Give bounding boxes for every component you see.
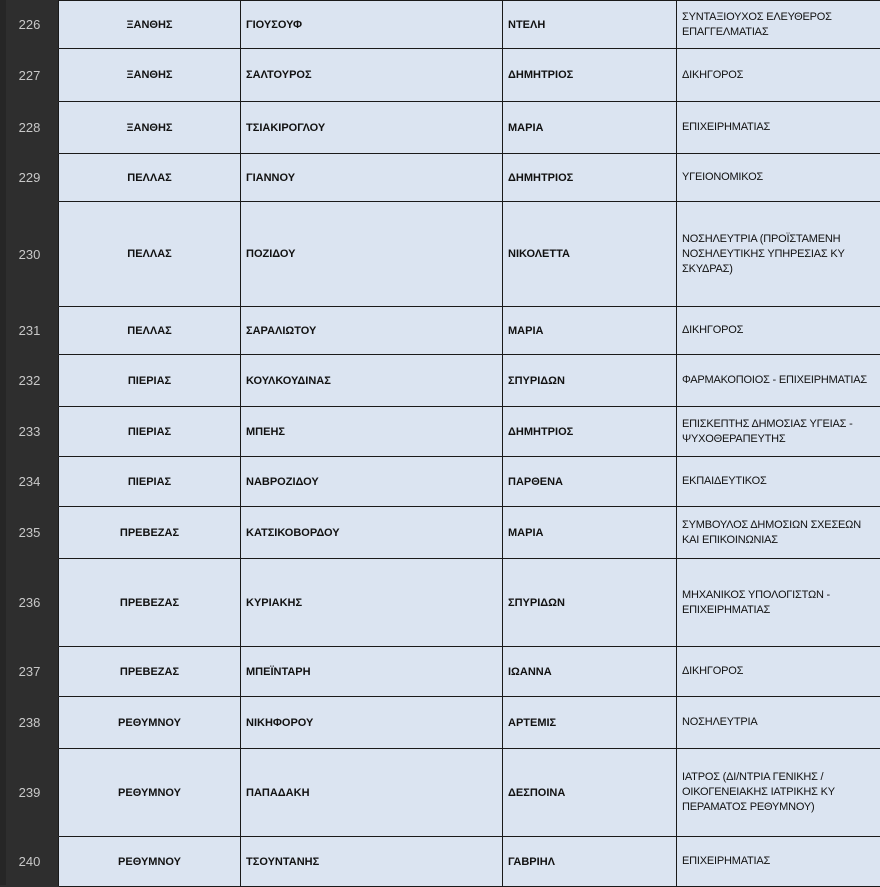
prefecture-cell[interactable]: ΡΕΘΥΜΝΟΥ	[59, 837, 241, 887]
first-name-cell[interactable]: ΙΩΑΝΝΑ	[503, 647, 677, 697]
table-row	[1, 507, 880, 559]
prefecture-cell[interactable]: ΠΕΛΛΑΣ	[59, 202, 241, 307]
occupation-cell[interactable]: ΔΙΚΗΓΟΡΟΣ	[677, 647, 880, 697]
prefecture-cell[interactable]: ΠΙΕΡΙΑΣ	[59, 457, 241, 507]
table-row	[1, 49, 880, 102]
first-name-cell[interactable]: ΔΗΜΗΤΡΙΟΣ	[503, 154, 677, 202]
last-name-cell[interactable]: ΚΟΥΛΚΟΥΔΙΝΑΣ	[241, 355, 503, 407]
row-number[interactable]: 232	[1, 355, 59, 407]
prefecture-cell[interactable]: ΠΡΕΒΕΖΑΣ	[59, 507, 241, 559]
last-name-cell[interactable]: ΣΑΛΤΟΥΡΟΣ	[241, 49, 503, 102]
prefecture-cell[interactable]: ΠΕΛΛΑΣ	[59, 307, 241, 355]
first-name-cell[interactable]: ΑΡΤΕΜΙΣ	[503, 697, 677, 749]
prefecture-cell[interactable]: ΠΡΕΒΕΖΑΣ	[59, 559, 241, 647]
first-name-cell[interactable]: ΓΑΒΡΙΗΛ	[503, 837, 677, 887]
last-name-cell[interactable]: ΣΑΡΑΛΙΩΤΟΥ	[241, 307, 503, 355]
last-name-cell[interactable]: ΜΠΕΪΝΤΑΡΗ	[241, 647, 503, 697]
row-number[interactable]: 228	[1, 102, 59, 154]
table-row	[1, 154, 880, 202]
prefecture-cell[interactable]: ΡΕΘΥΜΝΟΥ	[59, 749, 241, 837]
first-name-cell[interactable]: ΔΕΣΠΟΙΝΑ	[503, 749, 677, 837]
occupation-cell[interactable]: ΥΓΕΙΟΝΟΜΙΚΟΣ	[677, 154, 880, 202]
first-name-cell[interactable]: ΣΠΥΡΙΔΩΝ	[503, 355, 677, 407]
sheet-left-edge	[0, 0, 6, 885]
table-row	[1, 1, 880, 49]
table-row	[1, 307, 880, 355]
occupation-cell[interactable]: ΦΑΡΜΑΚΟΠΟΙΟΣ - ΕΠΙΧΕΙΡΗΜΑΤΙΑΣ	[677, 355, 880, 407]
last-name-cell[interactable]: ΤΣΟΥΝΤΑΝΗΣ	[241, 837, 503, 887]
prefecture-cell[interactable]: ΞΑΝΘΗΣ	[59, 102, 241, 154]
row-number[interactable]: 240	[1, 837, 59, 887]
table-row	[1, 647, 880, 697]
last-name-cell[interactable]: ΚΑΤΣΙΚΟΒΟΡΔΟΥ	[241, 507, 503, 559]
table-row	[1, 407, 880, 457]
row-number[interactable]: 226	[1, 1, 59, 49]
first-name-cell[interactable]: ΔΗΜΗΤΡΙΟΣ	[503, 407, 677, 457]
table-row	[1, 355, 880, 407]
first-name-cell[interactable]: ΣΠΥΡΙΔΩΝ	[503, 559, 677, 647]
last-name-cell[interactable]: ΝΙΚΗΦΟΡΟΥ	[241, 697, 503, 749]
last-name-cell[interactable]: ΠΟΖΙΔΟΥ	[241, 202, 503, 307]
row-number[interactable]: 229	[1, 154, 59, 202]
prefecture-cell[interactable]: ΠΡΕΒΕΖΑΣ	[59, 647, 241, 697]
last-name-cell[interactable]: ΓΙΑΝΝΟΥ	[241, 154, 503, 202]
occupation-cell[interactable]: ΣΥΝΤΑΞΙΟΥΧΟΣ ΕΛΕΥΘΕΡΟΣ ΕΠΑΓΓΕΛΜΑΤΙΑΣ	[677, 1, 880, 49]
table-row	[1, 697, 880, 749]
table-row	[1, 837, 880, 887]
last-name-cell[interactable]: ΠΑΠΑΔΑΚΗ	[241, 749, 503, 837]
occupation-cell[interactable]: ΝΟΣΗΛΕΥΤΡΙΑ (ΠΡΟΪΣΤΑΜΕΝΗ ΝΟΣΗΛΕΥΤΙΚΗΣ ΥΠΗΡΕΣΙΑΣ ΚΥ ΣΚΥΔΡΑΣ)	[677, 202, 880, 307]
first-name-cell[interactable]: ΔΗΜΗΤΡΙΟΣ	[503, 49, 677, 102]
last-name-cell[interactable]: ΚΥΡΙΑΚΗΣ	[241, 559, 503, 647]
occupation-cell[interactable]: ΜΗΧΑΝΙΚΟΣ ΥΠΟΛΟΓΙΣΤΩΝ - ΕΠΙΧΕΙΡΗΜΑΤΙΑΣ	[677, 559, 880, 647]
row-number[interactable]: 237	[1, 647, 59, 697]
prefecture-cell[interactable]: ΞΑΝΘΗΣ	[59, 1, 241, 49]
occupation-cell[interactable]: ΔΙΚΗΓΟΡΟΣ	[677, 49, 880, 102]
occupation-cell[interactable]: ΝΟΣΗΛΕΥΤΡΙΑ	[677, 697, 880, 749]
prefecture-cell[interactable]: ΡΕΘΥΜΝΟΥ	[59, 697, 241, 749]
occupation-cell[interactable]: ΙΑΤΡΟΣ (ΔΙ/ΝΤΡΙΑ ΓΕΝΙΚΗΣ / ΟΙΚΟΓΕΝΕΙΑΚΗΣ ΙΑΤΡΙΚΗΣ ΚΥ ΠΕΡΑΜΑΤΟΣ ΡΕΘΥΜΝΟΥ)	[677, 749, 880, 837]
first-name-cell[interactable]: ΝΙΚΟΛΕΤΤΑ	[503, 202, 677, 307]
table-row	[1, 749, 880, 837]
row-number[interactable]: 233	[1, 407, 59, 457]
table-body	[1, 1, 880, 887]
first-name-cell[interactable]: ΠΑΡΘΕΝΑ	[503, 457, 677, 507]
row-number[interactable]: 227	[1, 49, 59, 102]
occupation-cell[interactable]: ΕΠΙΣΚΕΠΤΗΣ ΔΗΜΟΣΙΑΣ ΥΓΕΙΑΣ - ΨΥΧΟΘΕΡΑΠΕΥΤΗΣ	[677, 407, 880, 457]
first-name-cell[interactable]: ΜΑΡΙΑ	[503, 102, 677, 154]
table-row	[1, 102, 880, 154]
prefecture-cell[interactable]: ΠΙΕΡΙΑΣ	[59, 355, 241, 407]
first-name-cell[interactable]: ΜΑΡΙΑ	[503, 307, 677, 355]
prefecture-cell[interactable]: ΞΑΝΘΗΣ	[59, 49, 241, 102]
row-number[interactable]: 235	[1, 507, 59, 559]
prefecture-cell[interactable]: ΠΙΕΡΙΑΣ	[59, 407, 241, 457]
last-name-cell[interactable]: ΝΑΒΡΟΖΙΔΟΥ	[241, 457, 503, 507]
row-number[interactable]: 231	[1, 307, 59, 355]
last-name-cell[interactable]: ΤΣΙΑΚΙΡΟΓΛΟΥ	[241, 102, 503, 154]
row-number[interactable]: 239	[1, 749, 59, 837]
occupation-cell[interactable]: ΕΚΠΑΙΔΕΥΤΙΚΟΣ	[677, 457, 880, 507]
first-name-cell[interactable]: ΜΑΡΙΑ	[503, 507, 677, 559]
row-number[interactable]: 238	[1, 697, 59, 749]
occupation-cell[interactable]: ΕΠΙΧΕΙΡΗΜΑΤΙΑΣ	[677, 102, 880, 154]
row-number[interactable]: 230	[1, 202, 59, 307]
table-row	[1, 559, 880, 647]
table-row	[1, 457, 880, 507]
occupation-cell[interactable]: ΣΥΜΒΟΥΛΟΣ ΔΗΜΟΣΙΩΝ ΣΧΕΣΕΩΝ ΚΑΙ ΕΠΙΚΟΙΝΩΝΙΑΣ	[677, 507, 880, 559]
first-name-cell[interactable]: ΝΤΕΛΗ	[503, 1, 677, 49]
last-name-cell[interactable]: ΜΠΕΗΣ	[241, 407, 503, 457]
table-row	[1, 202, 880, 307]
occupation-cell[interactable]: ΕΠΙΧΕΙΡΗΜΑΤΙΑΣ	[677, 837, 880, 887]
row-number[interactable]: 234	[1, 457, 59, 507]
occupation-cell[interactable]: ΔΙΚΗΓΟΡΟΣ	[677, 307, 880, 355]
row-number[interactable]: 236	[1, 559, 59, 647]
last-name-cell[interactable]: ΓΙΟΥΣΟΥΦ	[241, 1, 503, 49]
prefecture-cell[interactable]: ΠΕΛΛΑΣ	[59, 154, 241, 202]
